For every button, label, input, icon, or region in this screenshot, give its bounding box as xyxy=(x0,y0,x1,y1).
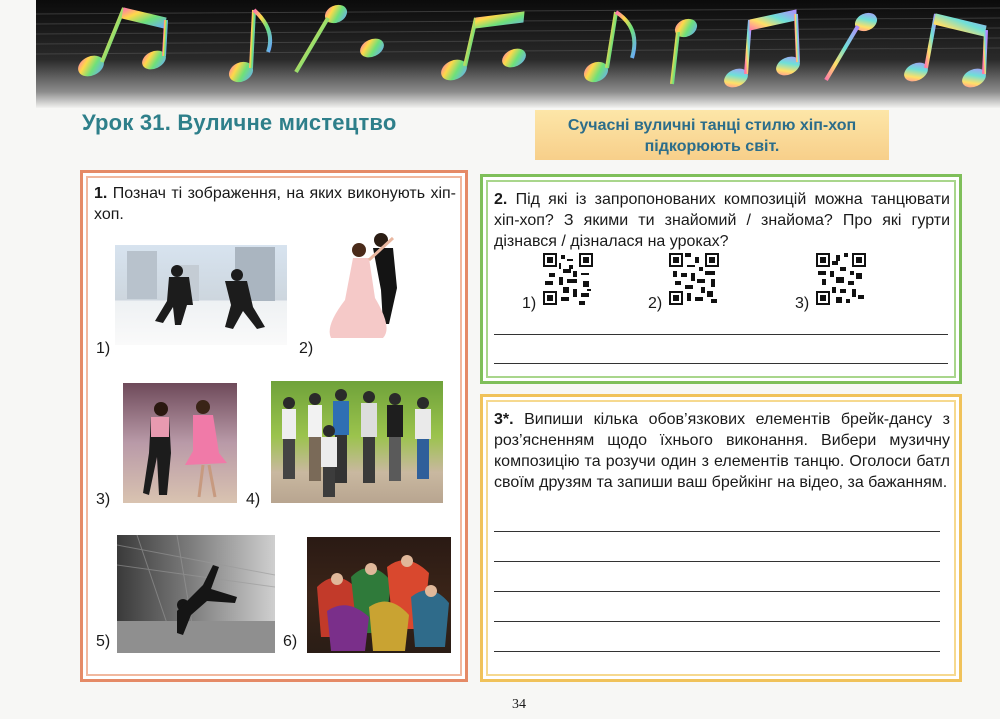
qr-code-3[interactable] xyxy=(816,253,866,305)
photo-ballroom-couple[interactable] xyxy=(323,228,433,346)
lesson-title: Урок 31. Вуличне мистецтво xyxy=(82,110,397,135)
photo-latin-dancers[interactable] xyxy=(123,383,237,503)
task2-text-block xyxy=(494,189,950,252)
task2-text: Під які із запропонованих композицій можна танцювати хіп-хоп? З якими ти знайомий / знайома? Про які гурти дізнався / дізналася на уроках? xyxy=(494,191,950,250)
photo-breakdance-freeze[interactable] xyxy=(117,535,275,653)
photo-hiphop-group[interactable] xyxy=(271,381,443,503)
music-notes-decoration xyxy=(36,0,1000,108)
task3-number: 3*. xyxy=(494,411,514,428)
task3-answer-line-1[interactable] xyxy=(494,531,940,532)
photo-folk-dancers[interactable] xyxy=(307,537,451,653)
task3-text: Випиши кілька обов’язкових елементів брейк-дансу з роз’ясненням щодо їхнього виконання. Вибери музичну композицію та розучи один з елементів танцю. Оголоси батл своїм друзям та запиши ваш брейкінг на відео, за бажанням. xyxy=(494,411,950,491)
music-notes-banner xyxy=(36,0,1000,108)
task1-box xyxy=(80,170,468,682)
task1-label-1: 1) xyxy=(96,340,111,357)
task2-number: 2. xyxy=(494,191,508,208)
task3-answer-line-4[interactable] xyxy=(494,621,940,622)
task3-text-block xyxy=(494,409,950,493)
lesson-subtitle: Сучасні вуличні танці стилю хіп-хоп підкорюють світ. xyxy=(535,110,889,160)
photo-hiphop-duo[interactable] xyxy=(115,245,287,345)
task3-answer-line-5[interactable] xyxy=(494,651,940,652)
task3-answer-line-2[interactable] xyxy=(494,561,940,562)
task1-label-6: 6) xyxy=(283,633,298,650)
task2-label-1: 1) xyxy=(522,295,537,312)
page-number: 34 xyxy=(512,697,526,712)
task2-label-2: 2) xyxy=(648,295,663,312)
qr-code-1[interactable] xyxy=(543,253,593,305)
task1-text: Познач ті зображення, на яких виконують хіп-хоп. xyxy=(94,185,456,223)
task2-label-3: 3) xyxy=(795,295,810,312)
task1-number: 1. xyxy=(94,185,108,202)
task1-label-4: 4) xyxy=(246,491,261,508)
task2-box xyxy=(480,174,962,384)
task1-label-3: 3) xyxy=(96,491,111,508)
task3-box xyxy=(480,394,962,682)
task1-label-5: 5) xyxy=(96,633,111,650)
task1-label-2: 2) xyxy=(299,340,314,357)
task2-answer-line-1[interactable] xyxy=(494,334,948,335)
task1-text-block xyxy=(94,183,456,225)
task3-answer-line-3[interactable] xyxy=(494,591,940,592)
qr-code-2[interactable] xyxy=(669,253,719,305)
task2-answer-line-2[interactable] xyxy=(494,363,948,364)
